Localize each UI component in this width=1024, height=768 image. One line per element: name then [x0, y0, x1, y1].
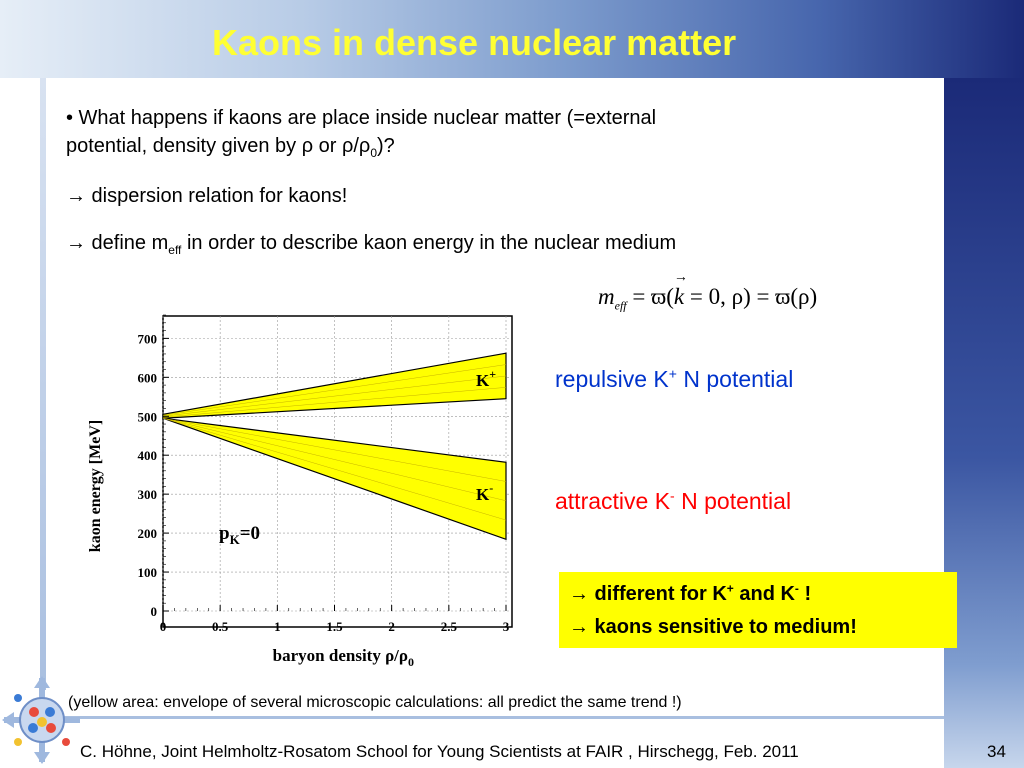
- repulsive-annotation: [555, 366, 793, 393]
- attractive-post: N potential: [674, 488, 792, 514]
- box-line-2: → kaons sensitive to medium!: [569, 616, 857, 638]
- footer-text: C. Höhne, Joint Helmholtz-Rosatom School for Young Scientists at FAIR , Hirschegg, Feb. 2011: [80, 742, 799, 761]
- pk-annotation: [219, 523, 260, 547]
- footnote: (yellow area: envelope of several microscopic calculations: all predict the same trend !): [68, 694, 682, 711]
- x-tick-label: 2: [388, 619, 395, 634]
- x-tick-label: 1.5: [326, 619, 343, 634]
- dispersion-text: → dispersion relation for kaons!: [66, 185, 348, 207]
- pk-annotation-p: p: [219, 523, 230, 544]
- right-decorative-band: [944, 78, 1024, 768]
- formula-m: m: [598, 284, 615, 309]
- kminus-label-sup: -: [489, 481, 494, 495]
- or-text: or: [313, 135, 342, 157]
- box-line-1-mid: and K: [733, 583, 795, 605]
- bullet-end: )?: [377, 135, 395, 157]
- y-tick-label: 700: [137, 331, 157, 347]
- attractive-annotation: [555, 488, 791, 515]
- bottom-decorative-line: [46, 716, 944, 719]
- highlight-box: [559, 572, 957, 648]
- y-tick-label: 400: [137, 448, 157, 464]
- formula-k-vector: → k: [674, 284, 684, 310]
- y-tick-label: 0: [150, 604, 157, 619]
- repulsive-sup: +: [668, 365, 677, 382]
- meff-formula: [598, 284, 818, 313]
- kplus-label-sup: +: [489, 367, 497, 381]
- rho-ratio: ρ/ρ: [342, 135, 371, 157]
- attractive-pre: attractive K: [555, 488, 671, 514]
- repulsive-pre: repulsive K: [555, 366, 669, 392]
- x-tick-label: 0: [159, 619, 167, 634]
- box-line-1-sup1: +: [726, 581, 734, 596]
- x-tick-label: 3: [502, 619, 510, 634]
- kplus-label-k: K: [476, 371, 490, 390]
- x-axis-label-text: baryon density ρ/ρ: [272, 646, 408, 665]
- formula-rest: = 0, ρ) = ϖ(ρ): [684, 284, 818, 309]
- pk-annotation-post: =0: [239, 523, 261, 544]
- box-line-1-post: !: [798, 583, 812, 605]
- x-axis-label-sub: 0: [408, 655, 414, 669]
- fair-logo-icon: [2, 676, 82, 764]
- rho-symbol: ρ: [301, 135, 314, 157]
- attractive-sup: -: [670, 487, 675, 504]
- formula-eff: eff: [614, 298, 627, 313]
- pk-annotation-sub: K: [229, 532, 240, 547]
- meff-sub: eff: [168, 243, 182, 257]
- box-line-1-pre: → different for K: [569, 583, 727, 605]
- box-line-1: [569, 578, 947, 611]
- bullet-meff: [66, 229, 676, 257]
- repulsive-post: N potential: [676, 366, 794, 392]
- bullet-line-2: potential, density given by: [66, 135, 302, 157]
- left-decorative-line: [40, 78, 46, 690]
- meff-pre: → define m: [66, 232, 169, 254]
- page-number: 34: [987, 742, 1006, 761]
- y-tick-label: 600: [137, 370, 157, 386]
- bullet-question: [66, 104, 656, 160]
- meff-post: in order to describe kaon energy in the nuclear medium: [181, 232, 677, 254]
- rho-sub: 0: [370, 146, 377, 160]
- x-axis-label: [273, 646, 414, 669]
- y-tick-label: 500: [137, 409, 157, 425]
- y-axis-label: kaon energy [MeV]: [87, 419, 104, 553]
- kminus-label-k: K: [476, 485, 490, 504]
- x-tick-label: 2.5: [440, 619, 457, 634]
- x-tick-label: 1: [274, 619, 281, 634]
- y-tick-label: 200: [137, 526, 157, 542]
- bullet-dispersion: [66, 182, 347, 210]
- kaon-energy-chart: [80, 300, 540, 672]
- y-tick-label: 100: [137, 565, 157, 581]
- slide-title: Kaons in dense nuclear matter: [212, 22, 737, 63]
- formula-eq1: = ϖ(: [626, 284, 674, 309]
- box-line-1-sup2: -: [794, 581, 799, 596]
- bullet-line-1: • What happens if kaons are place inside nuclear matter (=external: [66, 107, 657, 129]
- x-tick-label: 0.5: [212, 619, 229, 634]
- y-tick-label: 300: [137, 487, 157, 503]
